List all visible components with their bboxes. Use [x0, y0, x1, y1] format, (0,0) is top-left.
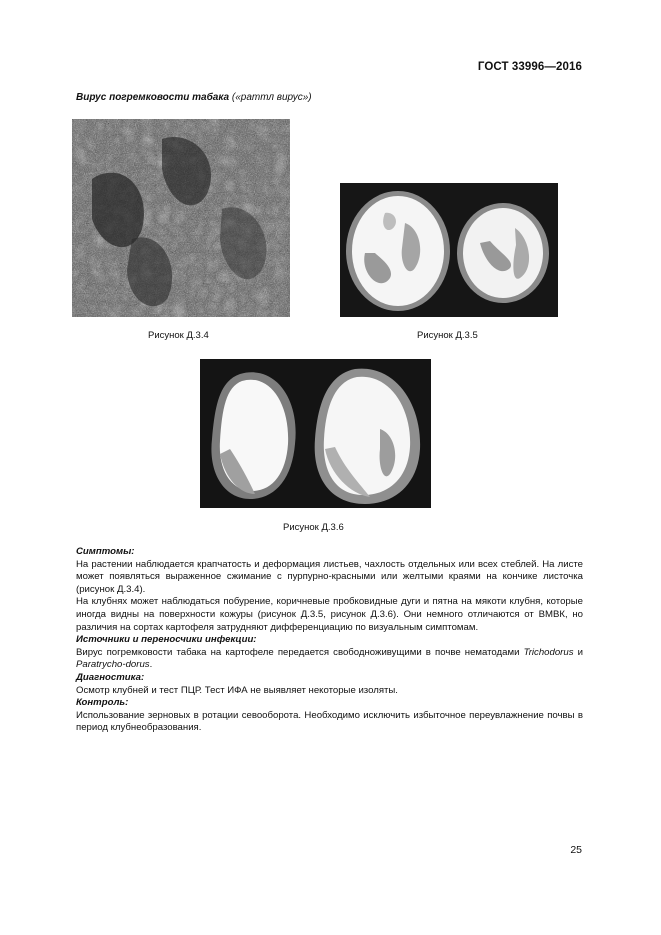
symptoms-heading: Симптомы:: [76, 546, 135, 557]
symptoms-paragraph-2: На клубнях может наблюдаться побурение, коричневые пробковидные дуги и пятна на мякоти клубня, которые иногда видны на поверхности кожуры (рисунок Д.3.5, рисунок Д.3.6). Они немного отличаются от ВМВК, но различия на сортах картофеля затрудняют дифференциацию по визуальным симптомам.: [76, 596, 583, 633]
control-paragraph: Использование зерновых в ротации севооборота. Необходимо исключить избыточное переувлажнение почвы в период клубнеобразования.: [76, 709, 583, 734]
control-heading: Контроль:: [76, 697, 129, 709]
genus-trichodorus: Trichodorus: [523, 646, 574, 658]
figure-d36-image: [200, 359, 431, 508]
figure-d34-caption: Рисунок Д.3.4: [148, 330, 209, 341]
body-text: [76, 546, 583, 735]
diagnostics-heading: Диагностика:: [76, 671, 145, 683]
tuber-sections-photo: [340, 183, 558, 317]
plant-photo: [72, 119, 290, 317]
figure-d34-image: [72, 119, 290, 317]
tuber-halves-photo: [200, 359, 431, 508]
section-heading: [76, 92, 312, 103]
page-number: 25: [570, 844, 582, 856]
figure-d35-image: [340, 183, 558, 317]
genus-paratrychodorus: Paratrycho-dorus: [76, 659, 150, 671]
section-title-alias: («раттл вирус»): [231, 92, 312, 103]
figure-d36-caption: Рисунок Д.3.6: [283, 522, 344, 533]
sources-heading: Источники и переносчики инфекции:: [76, 634, 257, 646]
sources-paragraph: Вирус погремковости табака на картофеле передается свободноживущими в почве нематодами Trichodorus и Paratrycho-dorus.: [76, 646, 583, 671]
section-title: Вирус погремковости табака: [76, 92, 230, 103]
figure-d35-caption: Рисунок Д.3.5: [417, 330, 478, 341]
standard-number: ГОСТ 33996—2016: [477, 61, 582, 73]
symptoms-paragraph-1: На растении наблюдается крапчатость и деформация листьев, чахлость отдельных или всех стеблей. На листе может появляться выраженное сжимание с пурпурно-красными или желтыми краями на кончике листочка (рисунок Д.3.4).: [76, 558, 583, 595]
diagnostics-paragraph: Осмотр клубней и тест ПЦР. Тест ИФА не выявляет некоторые изоляты.: [76, 684, 398, 696]
